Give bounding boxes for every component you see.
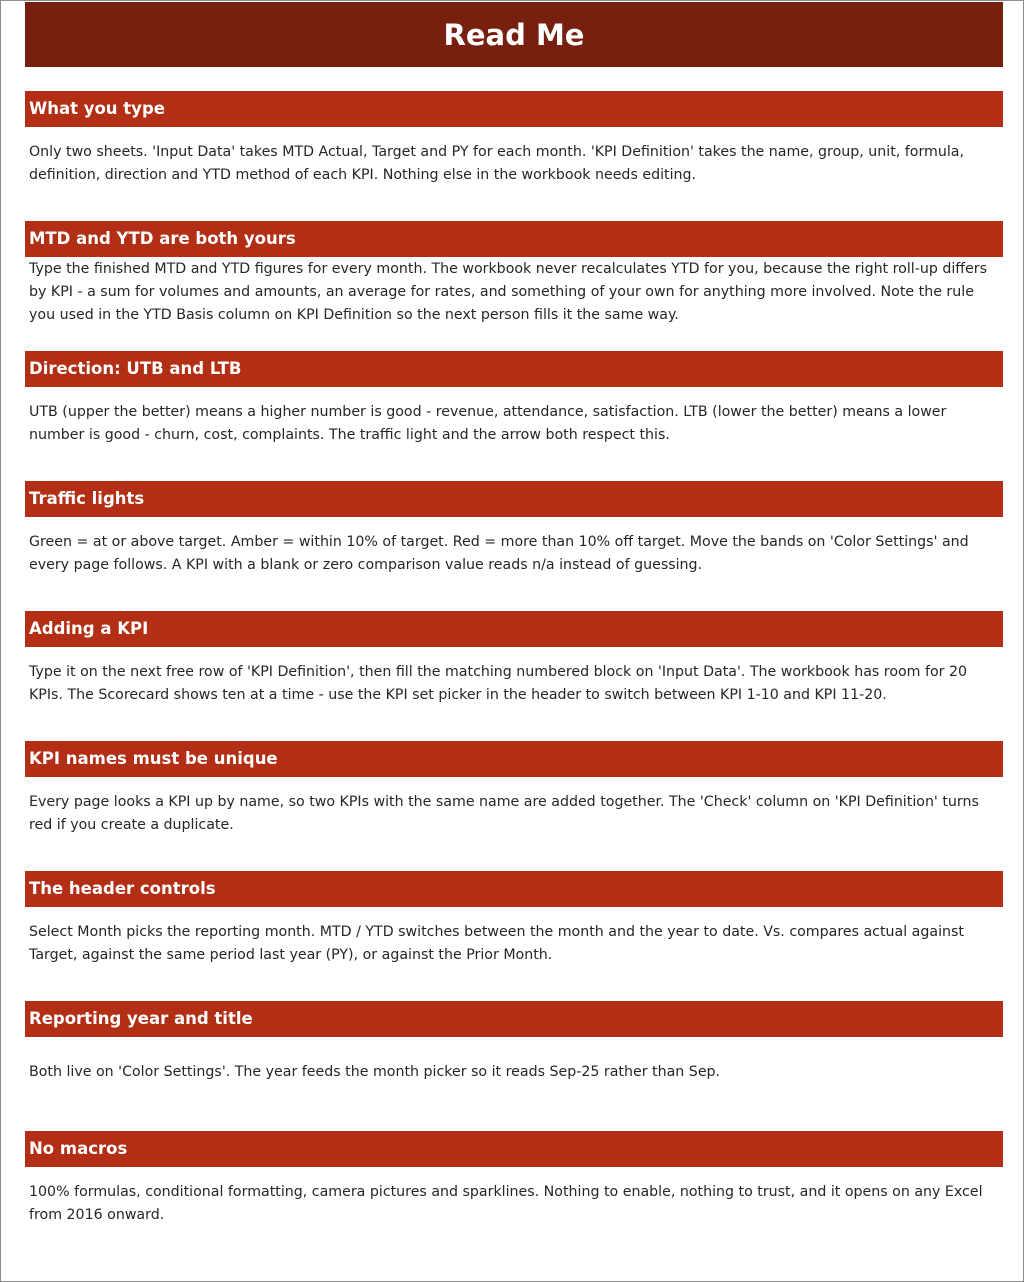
section-adding-kpi [25,611,1003,707]
section-heading: Traffic lights [25,481,1003,517]
section-body: Select Month picks the reporting month. MTD / YTD switches between the month and the year to date. Vs. compares actual against Target, against the same period last year (PY), or against the Prior Month. [29,924,964,963]
section-reporting-year [25,1001,1003,1084]
section-body: Only two sheets. 'Input Data' takes MTD Actual, Target and PY for each month. 'KPI Definition' takes the name, group, unit, formula, definition, direction and YTD method of each KPI. Nothing else in the workbook needs editing. [29,144,964,183]
section-mtd-ytd [25,221,1003,327]
section-body: Every page looks a KPI up by name, so two KPIs with the same name are added together. The 'Check' column on 'KPI Definition' turns red if you create a duplicate. [29,794,979,833]
section-body: Green = at or above target. Amber = within 10% of target. Red = more than 10% off target. Move the bands on 'Color Settings' and every page follows. A KPI with a blank or zero comparison value reads n/a instead of guessing. [29,534,969,573]
section-what-you-type [25,91,1003,187]
section-heading: The header controls [25,871,1003,907]
section-body: UTB (upper the better) means a higher number is good - revenue, attendance, satisfaction. LTB (lower the better) means a lower number is good - churn, cost, complaints. The traffic light and the arrow both respect this. [29,404,947,443]
section-traffic-lights [25,481,1003,577]
page-title: Read Me [25,2,1003,67]
section-unique-names [25,741,1003,837]
section-header-controls [25,871,1003,967]
section-body: Type it on the next free row of 'KPI Definition', then fill the matching numbered block on 'Input Data'. The workbook has room for 20 KPIs. The Scorecard shows ten at a time - use the KPI set picker in the header to switch between KPI 1-10 and KPI 11-20. [29,664,968,703]
section-body: Both live on 'Color Settings'. The year feeds the month picker so it reads Sep-25 rather than Sep. [29,1064,721,1080]
section-heading: Direction: UTB and LTB [25,351,1003,387]
section-heading: No macros [25,1131,1003,1167]
section-heading: KPI names must be unique [25,741,1003,777]
section-body: Type the finished MTD and YTD figures for every month. The workbook never recalculates YTD for you, because the right roll-up differs by KPI - a sum for volumes and amounts, an average for rates, and something of your own for anything more involved. Note the rule you used in the YTD Basis column on KPI Definition so the next person fills it the same way. [29,261,988,323]
section-heading: Adding a KPI [25,611,1003,647]
section-heading: What you type [25,91,1003,127]
section-no-macros [25,1131,1003,1227]
section-heading: MTD and YTD are both yours [25,221,1003,257]
section-heading: Reporting year and title [25,1001,1003,1037]
section-direction [25,351,1003,447]
section-body: 100% formulas, conditional formatting, camera pictures and sparklines. Nothing to enable, nothing to trust, and it opens on any Excel from 2016 onward. [29,1184,983,1223]
